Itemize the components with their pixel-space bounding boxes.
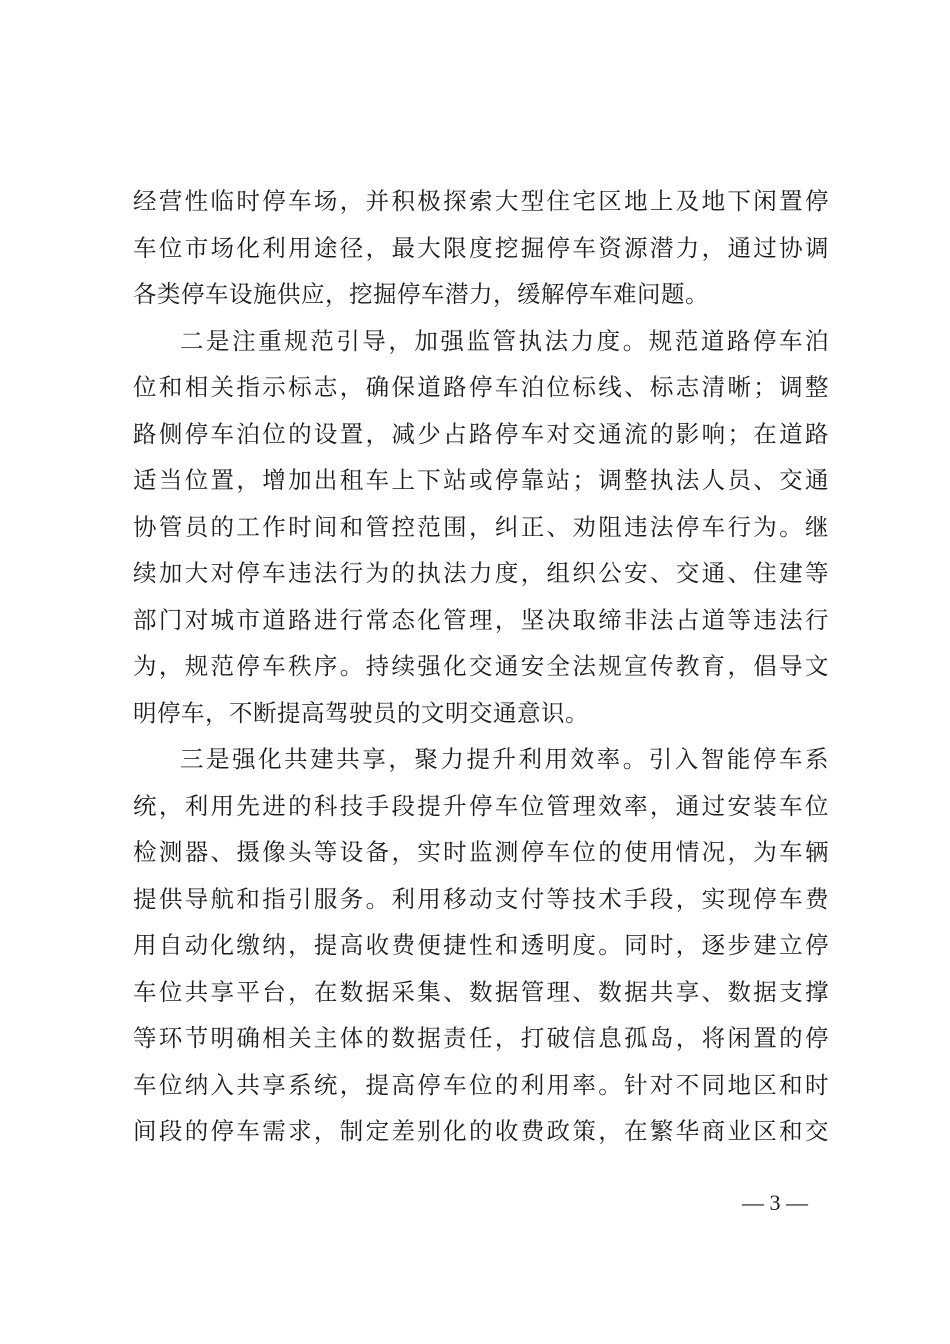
paragraph-1: [133, 178, 829, 318]
paragraph-3: [133, 736, 829, 1155]
text-line: 各类停车设施供应，挖掘停车潜力，缓解停车难问题。: [133, 280, 709, 308]
text-line: 为，规范停车秩序。持续强化交通安全法规宣传教育，倡导文: [133, 652, 829, 680]
text-line: 位和相关指示标志，确保道路停车泊位标线、标志清晰；调整: [133, 373, 829, 401]
text-line: 车位市场化利用途径，最大限度挖掘停车资源潜力，通过协调: [133, 233, 829, 262]
text-line: 续加大对停车违法行为的执法力度，组织公安、交通、住建等: [133, 559, 829, 587]
text-line: 经营性临时停车场，并积极探索大型住宅区地上及地下闲置停: [133, 187, 829, 215]
text-line: 明停车，不断提高驾驶员的文明交通意识。: [133, 698, 589, 727]
text-line: 适当位置，增加出租车上下站或停靠站；调整执法人员、交通: [133, 466, 829, 494]
page-number: — 3 —: [742, 1190, 808, 1215]
text-line: 用自动化缴纳，提高收费便捷性和透明度。同时，逐步建立停: [133, 931, 829, 959]
paragraph-2: [133, 318, 829, 737]
text-line: 部门对城市道路进行常态化管理，坚决取缔非法占道等违法行: [133, 605, 829, 634]
text-line: 提供导航和指引服务。利用移动支付等技术手段，实现停车费: [133, 884, 829, 913]
text-line: 三是强化共建共享，聚力提升利用效率。引入智能停车系: [180, 745, 829, 773]
text-line: 协管员的工作时间和管控范围，纠正、劝阻违法停车行为。继: [133, 512, 829, 541]
text-line: 车位纳入共享系统，提高停车位的利用率。针对不同地区和时: [133, 1070, 829, 1099]
text-line: 路侧停车泊位的设置，减少占路停车对交通流的影响；在道路: [133, 419, 829, 448]
text-line: 间段的停车需求，制定差别化的收费政策，在繁华商业区和交: [133, 1117, 829, 1145]
text-line: 统，利用先进的科技手段提升停车位管理效率，通过安装车位: [133, 791, 829, 820]
text-line: 二是注重规范引导，加强监管执法力度。规范道路停车泊: [180, 326, 829, 355]
text-line: 检测器、摄像头等设备，实时监测停车位的使用情况，为车辆: [133, 838, 829, 866]
text-line: 车位共享平台，在数据采集、数据管理、数据共享、数据支撑: [133, 977, 829, 1006]
text-line: 等环节明确相关主体的数据责任，打破信息孤岛，将闲置的停: [133, 1024, 829, 1052]
document-body: [133, 178, 829, 1155]
